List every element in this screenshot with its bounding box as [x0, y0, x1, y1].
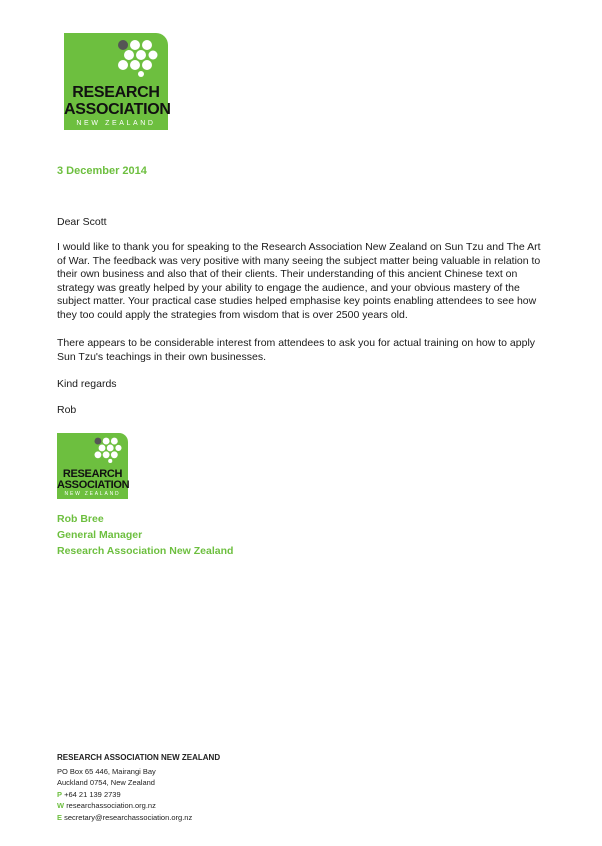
footer-web-row — [57, 800, 220, 812]
signature-title: General Manager — [57, 529, 143, 541]
body-paragraph-2: There appears to be considerable interest from attendees to ask you for actual training on how to apply Sun Tzu's teachings in their own businesses. — [57, 337, 536, 363]
hexagon-cluster-icon — [93, 437, 122, 463]
email-label: E — [57, 812, 63, 822]
footer-email-link[interactable]: secretary@researchassociation.org.nz — [64, 812, 193, 822]
signature-name: Rob Bree — [57, 513, 104, 525]
body-paragraph-1: I would like to thank you for speaking to the Research Association New Zealand on Sun Tzu and The Art of War. The feedback was very positive with many seeing the subject matter being valuable in relation to their own business and also that of their clients. Their understanding of this ancient Chinese text on strategy was greatly helped by your ability to engage the audience, and your obvious mastery of the subject matter. Your practical case studies helped emphasise key points enabling attendees to see how they too could apply the strategies from wisdom that is over 2500 years old. — [57, 241, 541, 321]
signature-organization: Research Association New Zealand — [57, 545, 234, 557]
footer-phone-row — [57, 789, 220, 801]
footer-address-line1: PO Box 65 446, Mairangi Bay — [57, 766, 156, 776]
footer-email-row — [57, 812, 220, 824]
logo-text-association: ASSOCIATION — [57, 479, 130, 491]
letter-date: 3 December 2014 — [57, 165, 147, 177]
footer-organization: RESEARCH ASSOCIATION NEW ZEALAND — [57, 753, 221, 762]
hexagon-cluster-icon — [116, 39, 158, 77]
logo-text-research: RESEARCH — [62, 468, 123, 480]
signoff: Rob — [57, 404, 77, 416]
footer-phone: +64 21 139 2739 — [64, 789, 121, 799]
salutation: Dear Scott — [57, 216, 107, 228]
web-label: W — [57, 801, 65, 810]
closing: Kind regards — [57, 378, 117, 390]
footer-web-link[interactable]: researchassociation.org.nz — [66, 801, 156, 810]
footer-contact — [57, 752, 220, 823]
logo-text-new-zealand: NEW ZEALAND — [64, 491, 121, 497]
footer-address-line2: Auckland 0754, New Zealand — [57, 778, 155, 787]
logo-text-research: RESEARCH — [72, 84, 160, 101]
logo-research-association — [64, 33, 171, 130]
logo-text-association: ASSOCIATION — [64, 101, 171, 118]
signature-logo — [57, 433, 128, 499]
phone-label: P — [57, 789, 63, 799]
logo-text-new-zealand: NEW ZEALAND — [76, 120, 156, 127]
